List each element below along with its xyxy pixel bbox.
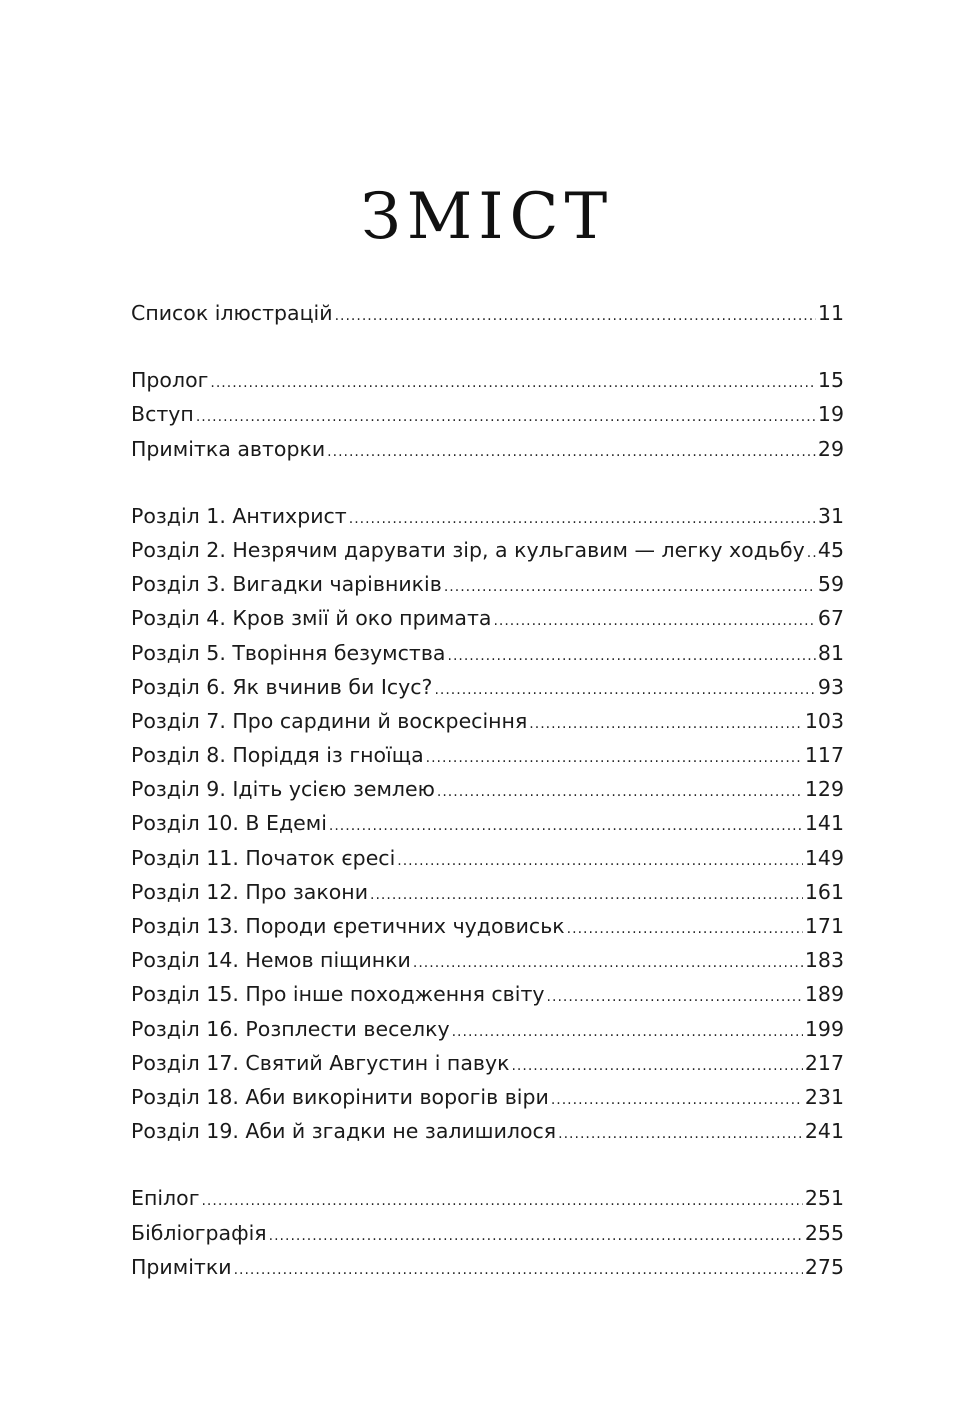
toc-entry-page: 199 — [804, 1016, 844, 1041]
toc-entry-label: Список ілюстрацій — [131, 301, 333, 325]
toc-entry[interactable] — [131, 499, 844, 533]
dot-leader — [327, 435, 816, 466]
toc-entry-page: 45 — [817, 537, 844, 562]
toc-entry-label: Розділ 12. Про закони — [131, 879, 369, 904]
dot-leader — [547, 980, 803, 1011]
toc-entry-label: Розділ 19. Аби й згадки не залишилося — [131, 1119, 557, 1144]
toc-entry-page: 241 — [804, 1119, 844, 1144]
toc-entry-label: Розділ 8. Поріддя із гноїща — [131, 743, 424, 768]
toc-entry-label: Вступ — [131, 402, 194, 427]
dot-leader — [558, 1117, 803, 1148]
dot-leader — [269, 1219, 803, 1250]
toc-entry-label: Розділ 17. Святий Августин і павук — [131, 1050, 510, 1075]
dot-leader — [397, 844, 803, 875]
toc-entry[interactable] — [131, 704, 844, 738]
toc-entry-page: 275 — [804, 1254, 844, 1279]
toc-entry-page: 81 — [817, 640, 844, 665]
toc-entry[interactable] — [131, 1250, 844, 1284]
dot-leader — [329, 809, 803, 840]
dot-leader — [448, 639, 816, 670]
toc-entry-page: 103 — [804, 708, 844, 733]
dot-leader — [567, 912, 803, 943]
toc-entry-page: 161 — [804, 879, 844, 904]
toc-entry-label: Бібліографія — [131, 1220, 267, 1245]
toc-entry[interactable] — [131, 567, 844, 601]
toc-entry-label: Розділ 18. Аби викорінити ворогів віри — [131, 1084, 549, 1109]
toc-entry[interactable] — [131, 1012, 844, 1046]
toc-group-back-matter — [131, 1181, 844, 1284]
toc-entry[interactable] — [131, 296, 844, 330]
toc-entry-page: 15 — [817, 368, 844, 393]
toc-entry[interactable] — [131, 397, 844, 431]
toc-entry-label: Розділ 13. Породи єретичних чудовиськ — [131, 914, 565, 938]
dot-leader — [426, 741, 803, 772]
toc-entry[interactable] — [131, 1114, 844, 1148]
dot-leader — [511, 1049, 802, 1080]
toc-group-illustrations — [131, 296, 844, 330]
toc-entry-label: Розділ 7. Про сардини й воскресіння — [131, 708, 528, 733]
dot-leader — [370, 878, 803, 909]
dot-leader — [437, 775, 803, 806]
toc-entry-page: 93 — [817, 674, 844, 699]
dot-leader — [349, 502, 816, 533]
toc-entry-label: Розділ 10. В Едемі — [131, 811, 327, 836]
toc-entry-page: 183 — [804, 948, 844, 973]
dot-leader — [551, 1083, 803, 1114]
toc-entry-label: Примітки — [131, 1254, 232, 1279]
dot-leader — [234, 1253, 803, 1284]
toc-entry-label: Примітка авторки — [131, 436, 326, 461]
toc-entry[interactable] — [131, 363, 844, 397]
toc-entry-page: 31 — [817, 503, 844, 528]
toc-entry-page: 129 — [804, 777, 844, 802]
toc-entry-label: Розділ 2. Незрячим дарувати зір, а кульгавим — легку ходьбу — [131, 537, 805, 562]
dot-leader — [529, 707, 803, 738]
toc-entry-page: 67 — [817, 606, 844, 631]
toc-entry-label: Епілог — [131, 1186, 200, 1211]
toc-entry-page: 141 — [804, 811, 844, 836]
toc-entry-label: Розділ 5. Творіння безумства — [131, 640, 446, 665]
dot-leader — [210, 366, 816, 397]
toc-entry-label: Розділ 11. Початок єресі — [131, 845, 396, 870]
dot-leader — [335, 299, 816, 330]
toc-entry[interactable] — [131, 636, 844, 670]
toc-entry[interactable] — [131, 875, 844, 909]
toc-entry[interactable] — [131, 977, 844, 1011]
toc-entry-page: 171 — [804, 914, 844, 938]
dot-leader — [444, 570, 816, 601]
toc-entry-page: 29 — [817, 436, 844, 461]
table-of-contents — [131, 296, 844, 1317]
toc-entry-label: Розділ 9. Ідіть усією землею — [131, 777, 435, 802]
toc-entry-page: 59 — [817, 572, 844, 597]
toc-entry[interactable] — [131, 670, 844, 704]
toc-entry-label: Розділ 16. Розплести веселку — [131, 1016, 450, 1041]
toc-entry[interactable] — [131, 432, 844, 466]
toc-entry-page: 19 — [817, 402, 844, 427]
dot-leader — [452, 1015, 803, 1046]
dot-leader — [201, 1184, 802, 1215]
dot-leader — [413, 946, 803, 977]
toc-entry-page: 189 — [804, 982, 844, 1007]
toc-entry-label: Пролог — [131, 368, 209, 393]
toc-entry[interactable] — [131, 1046, 844, 1080]
toc-entry-label: Розділ 14. Немов піщинки — [131, 948, 411, 973]
toc-entry-label: Розділ 3. Вигадки чарівників — [131, 572, 442, 597]
toc-entry-label: Розділ 4. Кров змії й око примата — [131, 606, 492, 631]
toc-entry[interactable] — [131, 909, 844, 943]
toc-entry-page: 149 — [804, 845, 844, 870]
toc-entry-label: Розділ 15. Про інше походження світу — [131, 982, 545, 1007]
toc-entry[interactable] — [131, 841, 844, 875]
toc-entry-page: 217 — [804, 1050, 844, 1075]
toc-entry-label: Розділ 1. Антихрист — [131, 503, 347, 528]
toc-entry-page: 231 — [804, 1084, 844, 1109]
toc-entry-page: 117 — [804, 743, 844, 768]
toc-entry[interactable] — [131, 943, 844, 977]
toc-entry[interactable] — [131, 533, 844, 567]
toc-entry-page: 251 — [804, 1186, 844, 1211]
toc-entry[interactable] — [131, 1216, 844, 1250]
toc-entry[interactable] — [131, 806, 844, 840]
toc-group-chapters — [131, 499, 844, 1149]
toc-entry[interactable] — [131, 601, 844, 635]
toc-entry[interactable] — [131, 738, 844, 772]
toc-entry[interactable] — [131, 1080, 844, 1114]
dot-leader — [196, 400, 816, 431]
toc-entry-page: 11 — [817, 301, 844, 325]
page-title: ЗМІСТ — [360, 180, 614, 254]
dot-leader — [493, 604, 815, 635]
dot-leader — [434, 673, 815, 704]
dot-leader — [807, 536, 816, 567]
toc-group-front-matter — [131, 363, 844, 466]
toc-entry[interactable] — [131, 1181, 844, 1215]
toc-entry-label: Розділ 6. Як вчинив би Ісус? — [131, 674, 433, 699]
toc-entry-page: 255 — [804, 1220, 844, 1245]
toc-entry[interactable] — [131, 772, 844, 806]
